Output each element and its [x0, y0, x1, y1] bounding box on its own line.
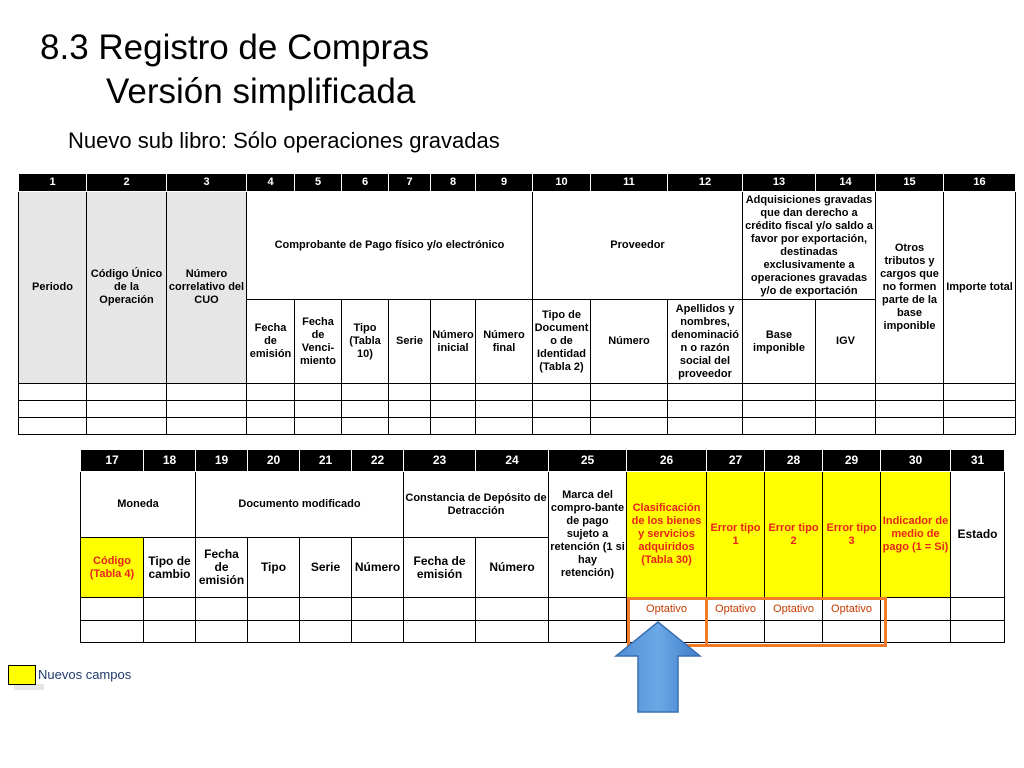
col-number: 12: [668, 174, 743, 192]
header-error-1: Error tipo 1: [707, 472, 765, 598]
table-row: [19, 384, 1016, 401]
col-number: 13: [743, 174, 816, 192]
col-number: 17: [81, 450, 144, 472]
legend-label: Nuevos campos: [38, 667, 132, 682]
col-number: 22: [352, 450, 404, 472]
col-number: 14: [816, 174, 876, 192]
slide-title: [40, 26, 429, 114]
header-documento-modificado: Documento modificado: [196, 472, 404, 538]
col-number: 27: [707, 450, 765, 472]
header-marca-retencion: Marca del compro-bante de pago sujeto a retención (1 si hay retención): [549, 472, 627, 598]
header-error-3: Error tipo 3: [823, 472, 881, 598]
col-number: 3: [167, 174, 247, 192]
header-periodo: Periodo: [19, 192, 87, 384]
col-number: 10: [533, 174, 591, 192]
header-serie: Serie: [389, 300, 431, 384]
col-number: 11: [591, 174, 668, 192]
header-apellidos: Apellidos y nombres, denominació n o razón social del proveedor: [668, 300, 743, 384]
col-number: 26: [627, 450, 707, 472]
header-tipo-tabla10: Tipo (Tabla 10): [342, 300, 389, 384]
col-number: 23: [404, 450, 476, 472]
col-number: 5: [295, 174, 342, 192]
header-codigo-unico: Código Único de la Operación: [87, 192, 167, 384]
header-importe-total: Importe total: [944, 192, 1016, 384]
header-proveedor: Proveedor: [533, 192, 743, 300]
table-operaciones-gravadas: [18, 173, 1016, 435]
header-tipo: Tipo: [248, 538, 300, 598]
table1-column-numbers: [19, 174, 1016, 192]
header-numero-final: Número final: [476, 300, 533, 384]
header-igv: IGV: [816, 300, 876, 384]
header-fecha-vencimiento: Fecha de Venci-miento: [295, 300, 342, 384]
header-numero-inicial: Número inicial: [431, 300, 476, 384]
optativo-label: Optativo: [627, 598, 707, 621]
header-clasificacion: Clasificación de los bienes y servicios adquiridos (Tabla 30): [627, 472, 707, 598]
header-serie: Serie: [300, 538, 352, 598]
header-numero-correlativo: Número correlativo del CUO: [167, 192, 247, 384]
col-number: 15: [876, 174, 944, 192]
col-number: 2: [87, 174, 167, 192]
col-number: 31: [951, 450, 1005, 472]
col-number: 21: [300, 450, 352, 472]
table2-column-numbers: [81, 450, 1005, 472]
header-comprobante: Comprobante de Pago físico y/o electrónico: [247, 192, 533, 300]
header-estado: Estado: [951, 472, 1005, 598]
title-line-2: Versión simplificada: [106, 72, 416, 111]
col-number: 19: [196, 450, 248, 472]
header-indicador-pago: Indicador de medio de pago (1 = Si): [881, 472, 951, 598]
col-number: 8: [431, 174, 476, 192]
slide-subtitle: Nuevo sub libro: Sólo operaciones gravadas: [68, 128, 500, 153]
header-adquisiciones: Adquisiciones gravadas que dan derecho a crédito fiscal y/o saldo a favor por exportación, destinadas exclusivamente a operaciones gravadas y/o de exportación: [743, 192, 876, 300]
header-tipo-cambio: Tipo de cambio: [144, 538, 196, 598]
col-number: 6: [342, 174, 389, 192]
col-number: 25: [549, 450, 627, 472]
header-fecha-emision-detraccion: Fecha de emisión: [404, 538, 476, 598]
title-line-1: 8.3 Registro de Compras: [40, 28, 430, 67]
optativo-label: Optativo: [765, 598, 823, 621]
table-row: [19, 401, 1016, 418]
legend-swatch: [8, 665, 36, 685]
header-otros-tributos: Otros tributos y cargos que no formen parte de la base imponible: [876, 192, 944, 384]
col-number: 7: [389, 174, 431, 192]
header-numero-detraccion: Número: [476, 538, 549, 598]
header-fecha-emision: Fecha de emisión: [247, 300, 295, 384]
optativo-label: Optativo: [707, 598, 765, 621]
up-arrow-icon: [614, 620, 702, 714]
header-tipo-documento: Tipo de Document o de Identidad (Tabla 2): [533, 300, 591, 384]
col-number: 20: [248, 450, 300, 472]
optativo-label: Optativo: [823, 598, 881, 621]
col-number: 29: [823, 450, 881, 472]
col-number: 16: [944, 174, 1016, 192]
col-number: 30: [881, 450, 951, 472]
highlight-box-errores: [705, 597, 887, 647]
col-number: 1: [19, 174, 87, 192]
col-number: 9: [476, 174, 533, 192]
header-numero: Número: [352, 538, 404, 598]
col-number: 24: [476, 450, 549, 472]
col-number: 4: [247, 174, 295, 192]
header-moneda: Moneda: [81, 472, 196, 538]
header-fecha-emision: Fecha de emisión: [196, 538, 248, 598]
table-row: [19, 418, 1016, 435]
header-base-imponible: Base imponible: [743, 300, 816, 384]
header-codigo-tabla4: Código (Tabla 4): [81, 538, 144, 598]
table2-header-row-1: [81, 472, 1005, 538]
col-number: 18: [144, 450, 196, 472]
col-number: 28: [765, 450, 823, 472]
table1-header-row-1: [19, 192, 1016, 300]
header-constancia: Constancia de Depósito de Detracción: [404, 472, 549, 538]
header-numero: Número: [591, 300, 668, 384]
header-error-2: Error tipo 2: [765, 472, 823, 598]
